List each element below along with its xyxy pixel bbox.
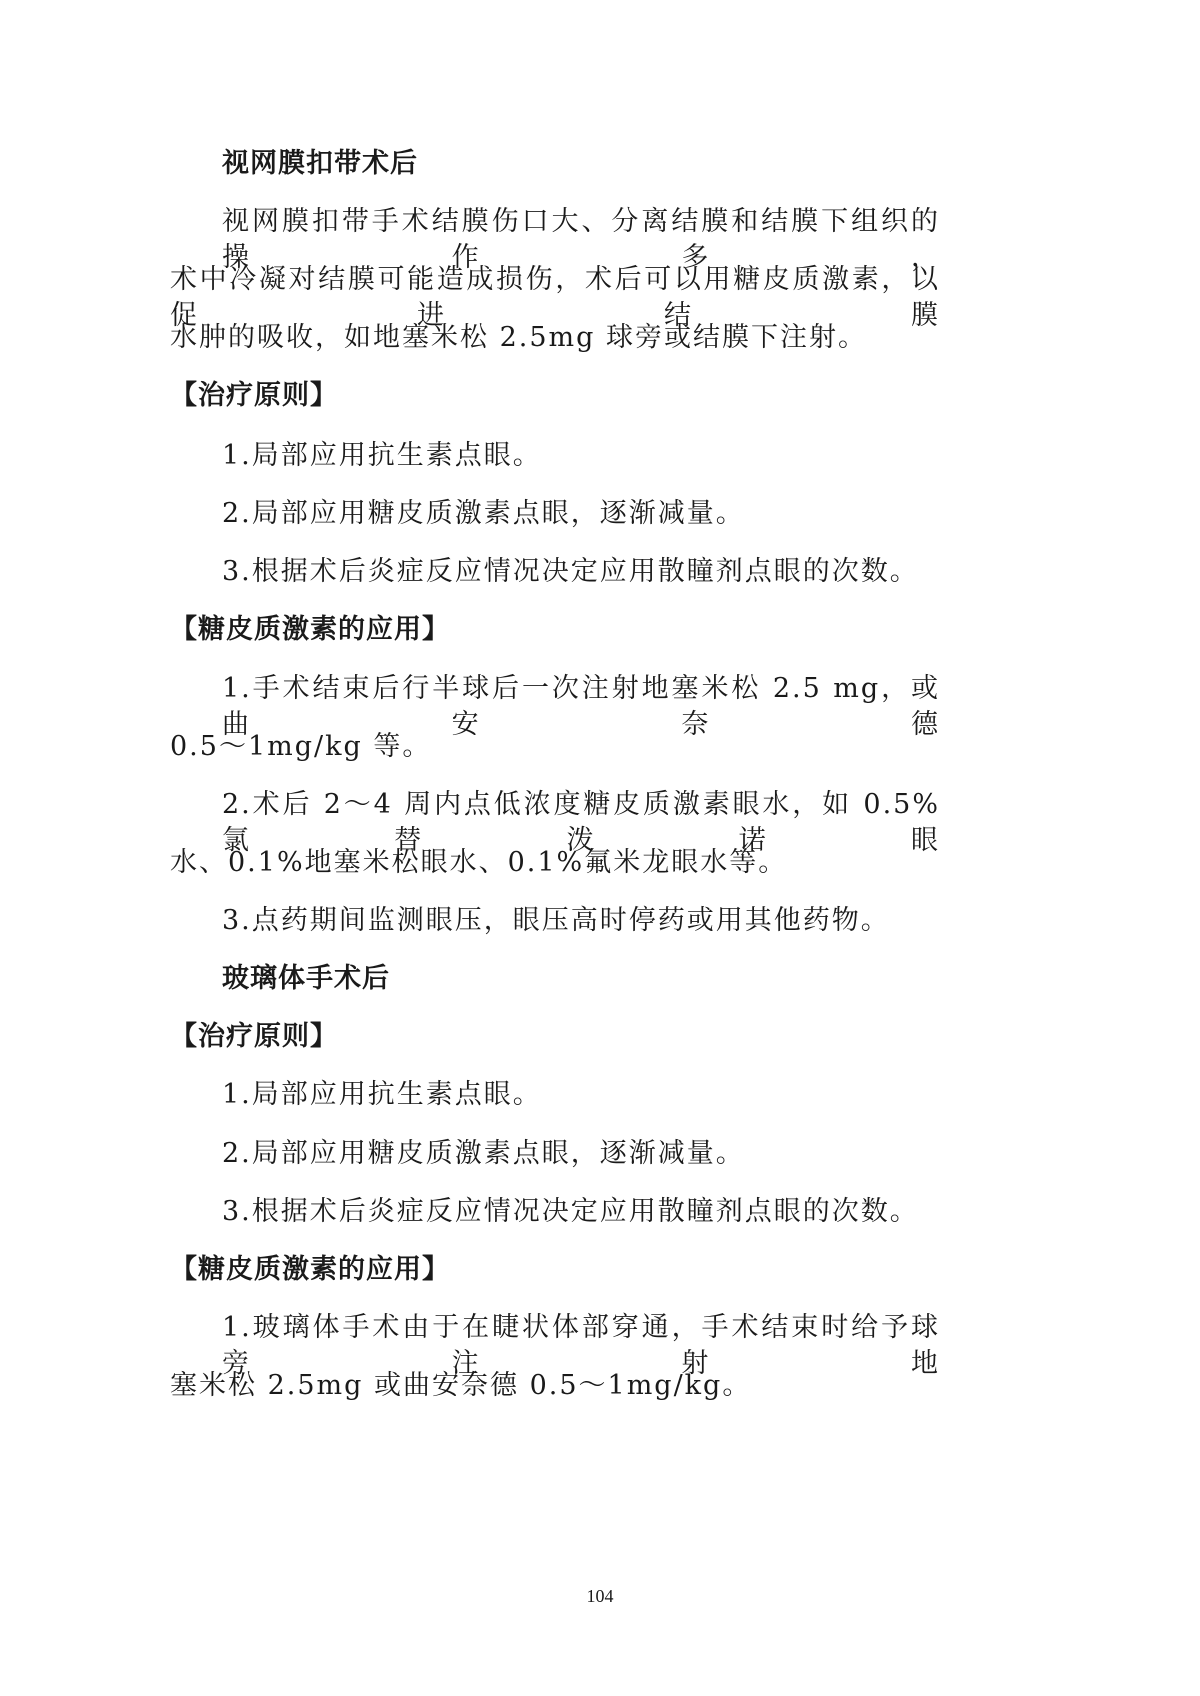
list-item-continuation: 0.5～1mg/kg 等。	[170, 731, 432, 762]
list-item: 2.术后 2～4 周内点低浓度糖皮质激素眼水，如 0.5%氯替泼诺眼	[222, 789, 940, 856]
list-item: 1.手术结束后行半球后一次注射地塞米松 2.5 mg，或曲安奈德	[222, 673, 940, 740]
paragraph-line: 术中冷凝对结膜可能造成损伤，术后可以用糖皮质激素，以促进结膜	[170, 264, 940, 331]
subsection-heading: 【治疗原则】	[170, 1021, 338, 1052]
paragraph-line: 视网膜扣带手术结膜伤口大、分离结膜和结膜下组织的操作多，	[222, 206, 940, 273]
list-item: 3.根据术后炎症反应情况决定应用散瞳剂点眼的次数。	[222, 556, 919, 587]
list-item: 1.局部应用抗生素点眼。	[222, 440, 542, 471]
list-item-continuation: 水、0.1%地塞米松眼水、0.1%氟米龙眼水等。	[170, 847, 788, 878]
list-item: 1.局部应用抗生素点眼。	[222, 1079, 542, 1110]
list-item: 3.点药期间监测眼压，眼压高时停药或用其他药物。	[222, 905, 890, 936]
section-title: 视网膜扣带术后	[222, 148, 418, 179]
page-number: 104	[586, 1586, 614, 1606]
list-item: 2.局部应用糖皮质激素点眼，逐渐减量。	[222, 1138, 745, 1169]
list-item: 1.玻璃体手术由于在睫状体部穿通，手术结束时给予球旁注射地	[222, 1312, 940, 1379]
list-item: 2.局部应用糖皮质激素点眼，逐渐减量。	[222, 498, 745, 529]
subsection-heading: 【治疗原则】	[170, 380, 338, 411]
list-item-continuation: 塞米松 2.5mg 或曲安奈德 0.5～1mg/kg。	[170, 1370, 752, 1401]
list-item: 3.根据术后炎症反应情况决定应用散瞳剂点眼的次数。	[222, 1196, 919, 1227]
subsection-heading: 【糖皮质激素的应用】	[170, 614, 450, 645]
paragraph-line: 水肿的吸收，如地塞米松 2.5mg 球旁或结膜下注射。	[170, 322, 867, 353]
section-title: 玻璃体手术后	[222, 963, 390, 994]
subsection-heading: 【糖皮质激素的应用】	[170, 1254, 450, 1285]
